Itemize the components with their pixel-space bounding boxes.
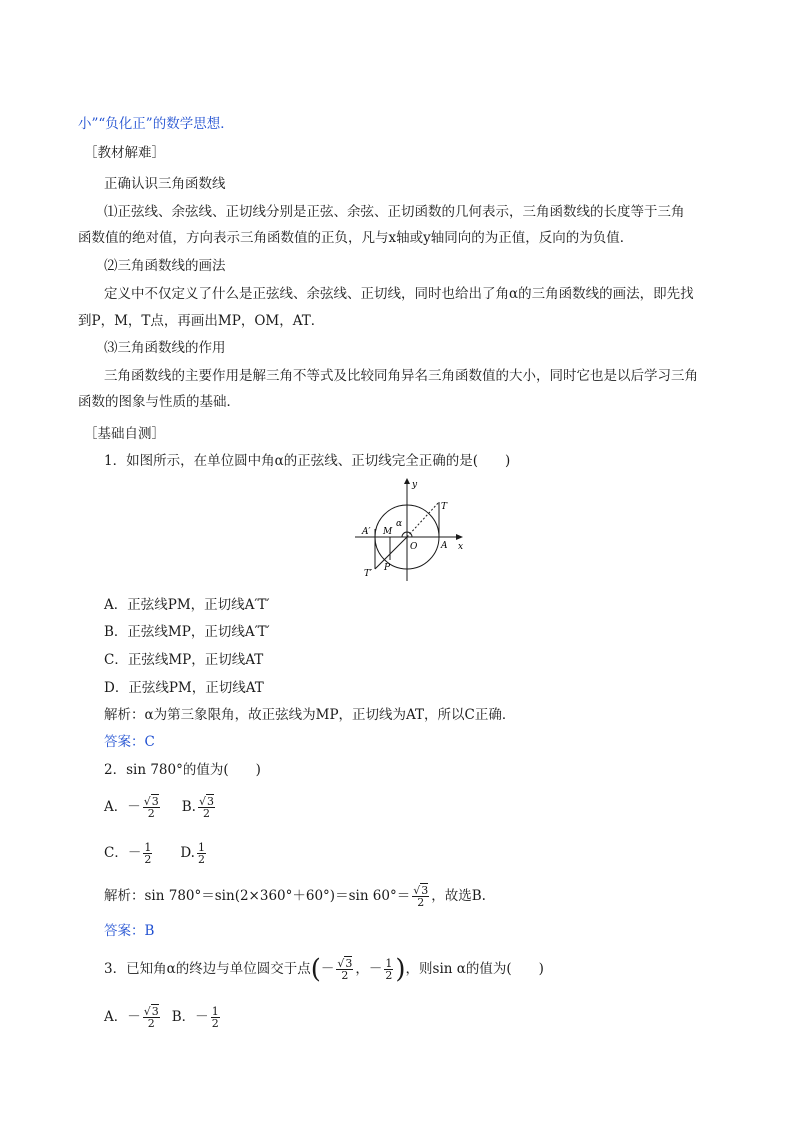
q3-option-a-fraction: $\frac{√3}{2}$ [143,1005,159,1030]
q2-option-b-fraction: $\frac{√3}{2}$ [198,795,214,820]
q2-option-a-label: A．－ [104,799,141,815]
question-1-stem: 1．如图所示，在单位圆中角α的正弦线、正切线完全正确的是( ) [104,453,511,469]
q3-point-x-fraction: $\frac{√3}{2}$ [337,957,353,982]
y-axis-arrow [404,478,410,484]
intro-line: 小”“负化正”的数学思想． [78,116,234,132]
question-3-stem: 3．已知角α的终边与单位圆交于点(－ $\frac{√3}{2}$ ，－ $\frac{1}{2}$ )，则sin α的值为( ) [104,954,544,985]
q2-option-d-fraction: $\frac{1}{2}$ [197,841,205,866]
label-alpha: α [396,519,403,529]
question-2-answer: 答案：B [104,923,155,939]
section-title: 正确认识三角函数线 [104,176,226,192]
label-t-prime: T′ [364,569,373,579]
section-header-jiaocai: ［教材解难］ [84,145,165,161]
question-2-analysis: 解析：sin 780°＝sin(2×360°＋60°)＝sin 60°＝ $\frac{√3}{2}$ ，故选B. [104,884,486,909]
paragraph-2-line-1: 定义中不仅定义了什么是正弦线、余弦线、正切线，同时也给出了角α的三角函数线的画法，即先找 [104,286,694,302]
q2-analysis-fraction: $\frac{√3}{2}$ [413,884,429,909]
question-1-analysis: 解析：α为第三象限角，故正弦线为MP，正切线为AT，所以C正确． [104,707,516,723]
q2-option-d-label: D. [180,845,195,861]
q3-option-b-fraction: $\frac{1}{2}$ [211,1005,219,1030]
paragraph-1-line-1: ⑴正弦线、余弦线、正切线分别是正弦、余弦、正切函数的几何表示，三角函数线的长度等于三角 [104,204,685,220]
question-1-option-c: C．正弦线MP，正切线AT [104,652,264,668]
question-2-options-ab [104,796,217,819]
paragraph-2-title: ⑵三角函数线的画法 [104,258,226,274]
q2-option-a-fraction: $\frac{√3}{2}$ [143,795,159,820]
q2-option-c-label: C．－ [104,845,142,861]
section-header-jichu: ［基础自测］ [84,426,165,442]
unit-circle-figure [350,474,470,584]
paragraph-3-line-2: 函数的图象与性质的基础． [78,394,240,410]
x-axis-arrow [456,534,463,540]
question-2-stem: 2．sin 780°的值为( ) [104,762,261,778]
paragraph-2-line-2: 到P，M，T点，再画出MP，OM，AT． [78,313,325,329]
question-3-options-ab [104,1006,222,1029]
paragraph-1-line-2: 函数值的绝对值，方向表示三角函数值的正负，凡与x轴或y轴同向的为正值，反向的为负值． [78,230,634,246]
q3-option-b-label: B．－ [171,1009,209,1025]
label-x: x [458,542,464,552]
label-a-prime: A′ [362,527,371,537]
q3-point-y-fraction: $\frac{1}{2}$ [385,957,393,982]
label-o: O [410,542,418,552]
paragraph-3-title: ⑶三角函数线的作用 [104,340,226,356]
label-p: P [384,563,391,573]
question-1-option-d: D．正弦线PM，正切线AT [104,680,264,696]
label-m: M [383,527,393,537]
label-a: A [441,541,448,551]
q3-option-a-label: A．－ [104,1009,141,1025]
question-2-options-cd [104,842,208,865]
paragraph-3-line-1: 三角函数线的主要作用是解三角不等式及比较同角异名三角函数值的大小，同时它也是以后学习三角 [104,368,698,384]
question-1-option-a: A．正弦线PM，正切线A′T′ [104,597,270,613]
question-1-answer: 答案：C [104,734,155,750]
q2-option-b-label: B. [181,799,196,815]
label-y: y [412,480,418,490]
q2-option-c-fraction: $\frac{1}{2}$ [144,841,152,866]
label-t: T [441,502,448,512]
question-1-option-b: B．正弦线MP，正切线A′T′ [104,624,270,640]
